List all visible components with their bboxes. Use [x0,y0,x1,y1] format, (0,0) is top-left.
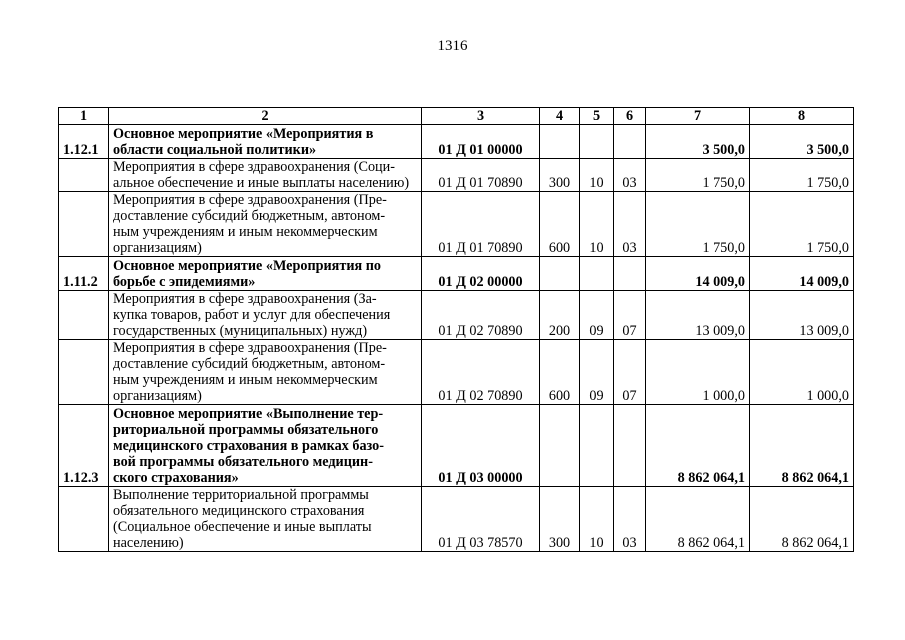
subsection-code [614,405,646,487]
table-row [59,291,854,340]
description-line: Мероприятия в сфере здравоохранения (Соци- [113,159,395,175]
item-description [109,159,422,192]
description-line: ным учреждениям и иным некоммерческим [113,224,378,240]
main-activity-row [59,257,854,291]
subsection-code: 03 [614,487,646,552]
item-description [109,487,422,552]
item-number: 1.12.3 [59,405,109,487]
description-line: ского страхования» [113,470,239,486]
description-line: Основное мероприятие «Выполнение тер- [113,406,384,422]
item-description [109,257,422,291]
amount-col-8: 14 009,0 [750,257,854,291]
description-line: Мероприятия в сфере здравоохранения (Пре- [113,192,387,208]
expense-type [540,257,580,291]
expense-type: 600 [540,340,580,405]
description-line: альное обеспечение и иные выплаты населению) [113,175,410,191]
amount-col-7: 1 000,0 [646,340,750,405]
item-number [59,192,109,257]
budget-code: 01 Д 01 00000 [422,125,540,159]
amount-col-8: 1 750,0 [750,192,854,257]
description-line: доставление субсидий бюджетным, автоном- [113,356,386,372]
expense-type [540,125,580,159]
amount-col-7: 14 009,0 [646,257,750,291]
section-code [580,405,614,487]
section-code [580,257,614,291]
header-row [59,108,854,125]
item-number [59,487,109,552]
description-line: (Социальное обеспечение и иные выплаты [113,519,372,535]
header-cell-8: 8 [750,108,854,125]
description-line: доставление субсидий бюджетным, автоном- [113,208,386,224]
budget-code: 01 Д 01 70890 [422,192,540,257]
description-line: области социальной политики» [113,142,317,158]
header-cell-6: 6 [614,108,646,125]
item-number [59,291,109,340]
budget-code: 01 Д 03 00000 [422,405,540,487]
amount-col-8: 1 750,0 [750,159,854,192]
table-row [59,487,854,552]
item-number [59,159,109,192]
subsection-code: 07 [614,340,646,405]
header-cell-2: 2 [109,108,422,125]
description-line: Мероприятия в сфере здравоохранения (За- [113,291,377,307]
amount-col-7: 13 009,0 [646,291,750,340]
budget-code: 01 Д 03 78570 [422,487,540,552]
header-cell-3: 3 [422,108,540,125]
item-description [109,192,422,257]
item-number: 1.12.1 [59,125,109,159]
expense-type: 300 [540,159,580,192]
table-row [59,192,854,257]
description-line: борьбе с эпидемиями» [113,274,256,290]
section-code: 10 [580,192,614,257]
table-row [59,159,854,192]
description-line: медицинского страхования в рамках базо- [113,438,384,454]
main-activity-row [59,125,854,159]
item-number [59,340,109,405]
item-description [109,125,422,159]
header-cell-5: 5 [580,108,614,125]
header-cell-7: 7 [646,108,750,125]
table-body [59,125,854,552]
item-description [109,291,422,340]
description-line: купка товаров, работ и услуг для обеспечения [113,307,391,323]
budget-code: 01 Д 02 00000 [422,257,540,291]
description-line: обязательного медицинского страхования [113,503,365,519]
description-line: Выполнение территориальной программы [113,487,369,503]
budget-code: 01 Д 02 70890 [422,291,540,340]
description-line: организациям) [113,240,202,256]
item-number: 1.11.2 [59,257,109,291]
amount-col-7: 8 862 064,1 [646,487,750,552]
subsection-code: 03 [614,159,646,192]
main-activity-row [59,405,854,487]
description-line: Основное мероприятие «Мероприятия по [113,258,381,274]
section-code: 10 [580,159,614,192]
subsection-code: 07 [614,291,646,340]
header-cell-4: 4 [540,108,580,125]
description-line: организациям) [113,388,202,404]
subsection-code [614,257,646,291]
item-description [109,405,422,487]
description-line: населению) [113,535,184,551]
section-code: 10 [580,487,614,552]
amount-col-8: 13 009,0 [750,291,854,340]
page-number: 1316 [437,38,468,54]
description-line: ным учреждениям и иным некоммерческим [113,372,378,388]
description-line: Мероприятия в сфере здравоохранения (Пре- [113,340,387,356]
amount-col-7: 1 750,0 [646,192,750,257]
description-line: государственных (муниципальных) нужд) [113,323,368,339]
section-code [580,125,614,159]
section-code: 09 [580,340,614,405]
amount-col-7: 8 862 064,1 [646,405,750,487]
expense-type [540,405,580,487]
amount-col-7: 3 500,0 [646,125,750,159]
header-cell-1: 1 [59,108,109,125]
table-row [59,340,854,405]
expense-type: 200 [540,291,580,340]
expense-type: 300 [540,487,580,552]
item-description [109,340,422,405]
description-line: риториальной программы обязательного [113,422,379,438]
description-line: вой программы обязательного медицин- [113,454,373,470]
description-line: Основное мероприятие «Мероприятия в [113,126,374,142]
subsection-code [614,125,646,159]
amount-col-7: 1 750,0 [646,159,750,192]
amount-col-8: 8 862 064,1 [750,487,854,552]
amount-col-8: 3 500,0 [750,125,854,159]
expense-type: 600 [540,192,580,257]
section-code: 09 [580,291,614,340]
budget-code: 01 Д 01 70890 [422,159,540,192]
budget-table [58,107,854,552]
amount-col-8: 1 000,0 [750,340,854,405]
budget-code: 01 Д 02 70890 [422,340,540,405]
subsection-code: 03 [614,192,646,257]
amount-col-8: 8 862 064,1 [750,405,854,487]
